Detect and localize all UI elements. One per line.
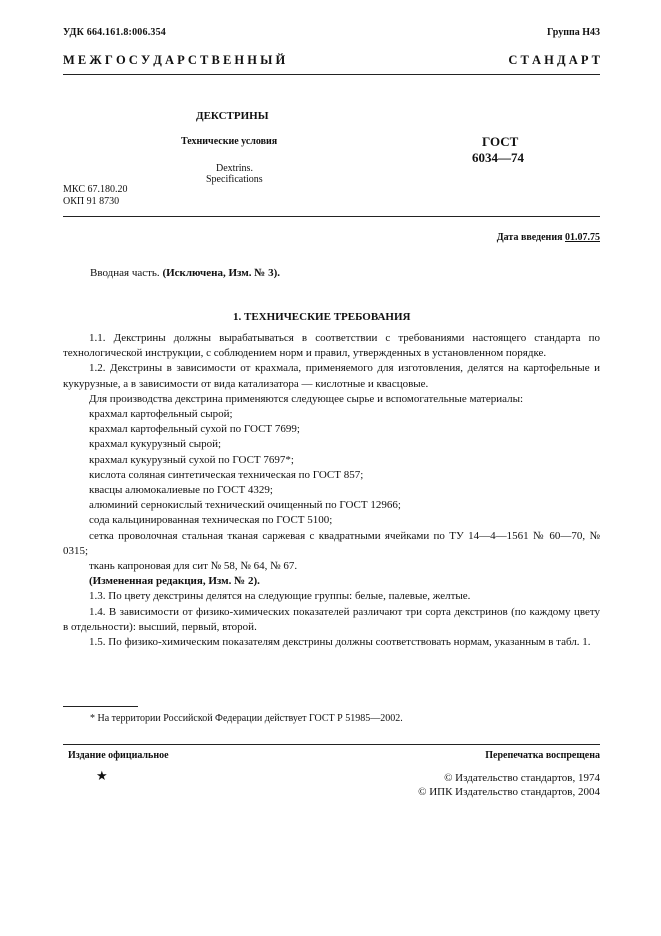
gost-label: ГОСТ [482,134,519,149]
paragraph: крахмал картофельный сырой; [89,408,233,421]
paragraph: ткань капроновая для сит № 58, № 64, № 67. [89,560,298,573]
intro-note-bold: (Исключена, Изм. № 3). [162,267,280,279]
footer-divider [63,744,600,745]
document-subtitle: Технические условия [181,136,278,147]
paragraph: 1.3. По цвету декстрины делятся на следующие группы: белые, палевые, желтые. [89,590,471,603]
intro-note-text: Вводная часть. [90,267,160,279]
paragraph: 1.2. Декстрины в зависимости от крахмала, применяемого для изготовления, делятся на картофельные и кукурузные, а в зависимости от вида катализатора — кислотные и квасцовые. [63,362,600,390]
official-edition-label: Издание официальное [68,750,169,761]
paragraph: крахмал кукурузный сырой; [89,438,222,451]
banner-word-standard: С Т А Н Д А Р Т [508,53,600,67]
english-title: Dextrins. [216,163,253,174]
paragraph: сода кальцинированная техническая по ГОСТ 5100; [89,514,333,527]
copyright-2004: © ИПК Издательство стандартов, 2004 [418,786,600,798]
standard-banner [63,53,600,68]
header-divider [63,74,600,75]
paragraph: Для производства декстрина применяются следующее сырье и вспомогательные материалы: [89,392,524,405]
reprint-prohibited-label: Перепечатка воспрещена [485,750,600,761]
paragraph: кислота соляная синтетическая техническая по ГОСТ 857; [89,468,364,481]
group-code: Группа Н43 [547,27,600,38]
footnote-divider [63,706,138,707]
paragraph: (Измененная редакция, Изм. № 2). [89,575,260,588]
mks-code: МКС 67.180.20 [63,184,128,195]
english-subtitle: Specifications [206,174,263,185]
introduction-date [497,232,600,243]
title-divider [63,216,600,217]
udk-code: УДК 664.161.8:006.354 [63,27,166,38]
introduction-date-label: Дата введения [496,232,563,243]
gost-number: 6034—74 [472,150,524,165]
star-icon: ★ [96,768,108,783]
footnote: * На территории Российской Федерации действует ГОСТ Р 51985—2002. [90,713,403,724]
paragraph: 1.5. По физико-химическим показателям декстрины должны соответствовать нормам, указанным в табл. 1. [89,636,591,649]
paragraph: квасцы алюмокалиевые по ГОСТ 4329; [89,484,273,497]
introduction-date-value: 01.07.75 [565,232,600,243]
paragraph: алюминий сернокислый технический очищенный по ГОСТ 12966; [89,499,401,512]
paragraph: 1.1. Декстрины должны вырабатываться в соответствии с требованиями настоящего стандарта по технологической инструкции, с соблюдением норм и правил, утвержденных в установленном порядке. [63,332,600,360]
banner-word-interstate: М Е Ж Г О С У Д А Р С Т В Е Н Н Ы Й [63,53,286,67]
paragraph: сетка проволочная стальная тканая саржевая с квадратными ячейками по ТУ 14—4—1561 № 60—70, № 0315; [63,529,600,557]
section-title: 1. ТЕХНИЧЕСКИЕ ТРЕБОВАНИЯ [233,311,411,323]
okp-code: ОКП 91 8730 [63,196,120,207]
copyright-1974: © Издательство стандартов, 1974 [444,772,600,784]
body-text [63,331,600,650]
document-title: ДЕКСТРИНЫ [196,110,269,122]
intro-note [90,267,280,279]
paragraph: 1.4. В зависимости от физико-химических показателей различают три сорта декстринов (по каждому цвету в отдельности): высший, первый, второй. [63,605,600,633]
paragraph: крахмал кукурузный сухой по ГОСТ 7697*; [89,453,294,466]
paragraph: крахмал картофельный сухой по ГОСТ 7699; [89,423,300,436]
